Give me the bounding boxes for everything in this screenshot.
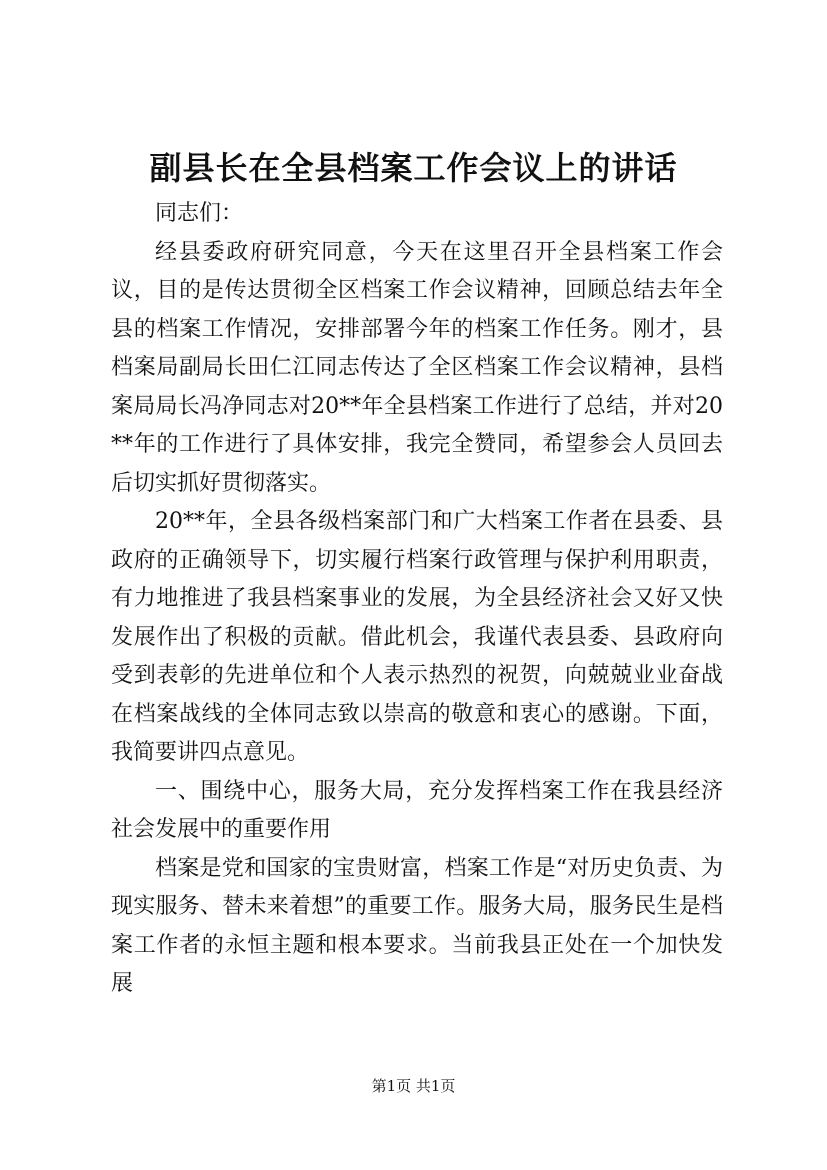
page-footer: 第1页 共1页 (371, 1077, 456, 1095)
body-paragraph: 20**年，全县各级档案部门和广大档案工作者在县委、县政府的正确领导下，切实履行档案行政管理与保护利用职责，有力地推进了我县档案事业的发展，为全县经济社会又好又快发展作出了积极的贡献。借此机会，我谨代表县委、县政府向受到表彰的先进单位和个人表示热烈的祝贺，向兢兢业业奋战在档案战线的全体同志致以崇高的敬意和衷心的感谢。下面，我简要讲四点意见。 (111, 509, 723, 765)
salutation-paragraph: 同志们： (155, 201, 244, 226)
document-body (111, 195, 723, 1004)
document-title: 副县长在全县档案工作会议上的讲话 (149, 149, 678, 187)
body-paragraph: 经县委政府研究同意，今天在这里召开全县档案工作会议，目的是传达贯彻全区档案工作会议精神，回顾总结去年全县的档案工作情况，安排部署今年的档案工作任务。刚才，县档案局副局长田仁江同志传达了全区档案工作会议精神，县档案局局长冯净同志对20**年全县档案工作进行了总结，并对20**年的工作进行了具体安排，我完全赞同，希望参会人员回去后切实抓好贯彻落实。 (111, 239, 723, 496)
section-heading: 一、围绕中心，服务大局，充分发挥档案工作在我县经济社会发展中的重要作用 (111, 778, 723, 842)
body-paragraph: 档案是党和国家的宝贵财富，档案工作是“对历史负责、为现实服务、替未来着想”的重要工作。服务大局，服务民生是档案工作者的永恒主题和根本要求。当前我县正处在一个加快发展 (111, 855, 723, 996)
